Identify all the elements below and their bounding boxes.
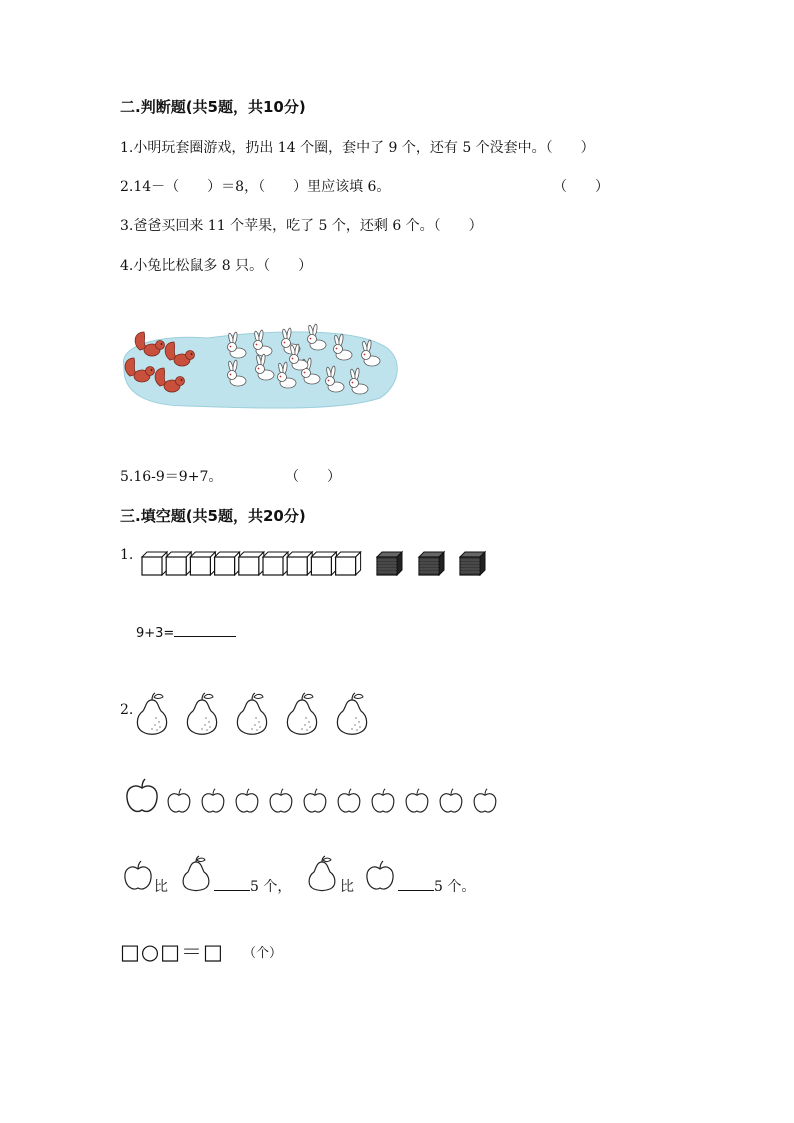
pear-icon bbox=[178, 856, 214, 892]
apple-icon bbox=[202, 789, 224, 812]
unit-label: （个） bbox=[243, 946, 283, 961]
answer-blank-1[interactable] bbox=[214, 876, 250, 891]
pear-icon bbox=[137, 693, 166, 734]
apples-row bbox=[122, 776, 506, 820]
unit-text-2: 5 个。 bbox=[434, 879, 476, 895]
apple-icon bbox=[270, 789, 292, 812]
dark-cube-icon bbox=[419, 552, 444, 575]
squirrels-rabbits-figure bbox=[118, 322, 400, 410]
white-cube-icon bbox=[166, 552, 191, 575]
compare-word-2: 比 bbox=[340, 879, 354, 895]
white-cube-icon bbox=[142, 552, 167, 575]
question-2-2: 2.14－（ ）＝8，（ ）里应该填 6。 bbox=[120, 179, 391, 195]
apple-icon bbox=[364, 860, 396, 892]
dark-cube-icon bbox=[377, 552, 402, 575]
compare-blank-1 bbox=[214, 876, 291, 896]
answer-blank[interactable] bbox=[174, 622, 236, 637]
apple-icon bbox=[168, 789, 190, 812]
apple-icon bbox=[122, 860, 154, 892]
question-2-3: 3.爸爸买回来 11 个苹果，吃了 5 个，还剩 6 个。（ ） bbox=[120, 218, 483, 234]
pear-icon bbox=[187, 693, 216, 734]
white-cube-icon bbox=[263, 552, 288, 575]
compare-blank-2 bbox=[398, 876, 475, 896]
pear-icon bbox=[304, 856, 340, 892]
white-cube-icon bbox=[336, 552, 361, 575]
apple-icon bbox=[474, 789, 496, 812]
apple-icon bbox=[304, 789, 326, 812]
question-2-5-answer-paren: （ ） bbox=[285, 469, 341, 485]
dark-cube-icon bbox=[460, 552, 485, 575]
question-3-1-number: 1. bbox=[120, 547, 134, 563]
white-cube-icon bbox=[239, 552, 264, 575]
white-cube-icon bbox=[215, 552, 240, 575]
white-cube-icon bbox=[190, 552, 215, 575]
white-cube-icon bbox=[287, 552, 312, 575]
section-3-heading: 三.填空题(共5题，共20分) bbox=[120, 507, 306, 525]
question-2-5: 5.16-9＝9+7。 bbox=[120, 469, 223, 485]
apple-icon bbox=[406, 789, 428, 812]
symbol-equation[interactable]: □○□＝□ bbox=[120, 940, 224, 964]
apple-icon bbox=[440, 789, 462, 812]
pears-row bbox=[134, 692, 374, 738]
cubes-figure bbox=[140, 548, 492, 578]
question-2-2-answer-paren: （ ） bbox=[553, 179, 609, 195]
question-2-1: 1.小明玩套圈游戏，扔出 14 个圈，套中了 9 个，还有 5 个没套中。（ ） bbox=[120, 140, 595, 156]
apple-icon bbox=[236, 789, 258, 812]
unit-text-1: 5 个， bbox=[250, 879, 292, 895]
question-3-1-equation bbox=[136, 622, 236, 641]
equation-text: 9+3= bbox=[136, 626, 175, 641]
pear-icon bbox=[337, 693, 366, 734]
question-2-4: 4.小兔比松鼠多 8 只。（ ） bbox=[120, 258, 313, 274]
pear-icon bbox=[237, 693, 266, 734]
compare-word-1: 比 bbox=[154, 879, 168, 895]
answer-blank-2[interactable] bbox=[398, 876, 434, 891]
section-2-heading: 二.判断题(共5题，共10分) bbox=[120, 98, 306, 116]
white-cube-icon bbox=[311, 552, 336, 575]
question-3-2-number: 2. bbox=[120, 702, 134, 718]
apple-icon bbox=[338, 789, 360, 812]
apple-icon bbox=[372, 789, 394, 812]
apple-icon bbox=[127, 779, 157, 811]
pear-icon bbox=[287, 693, 316, 734]
